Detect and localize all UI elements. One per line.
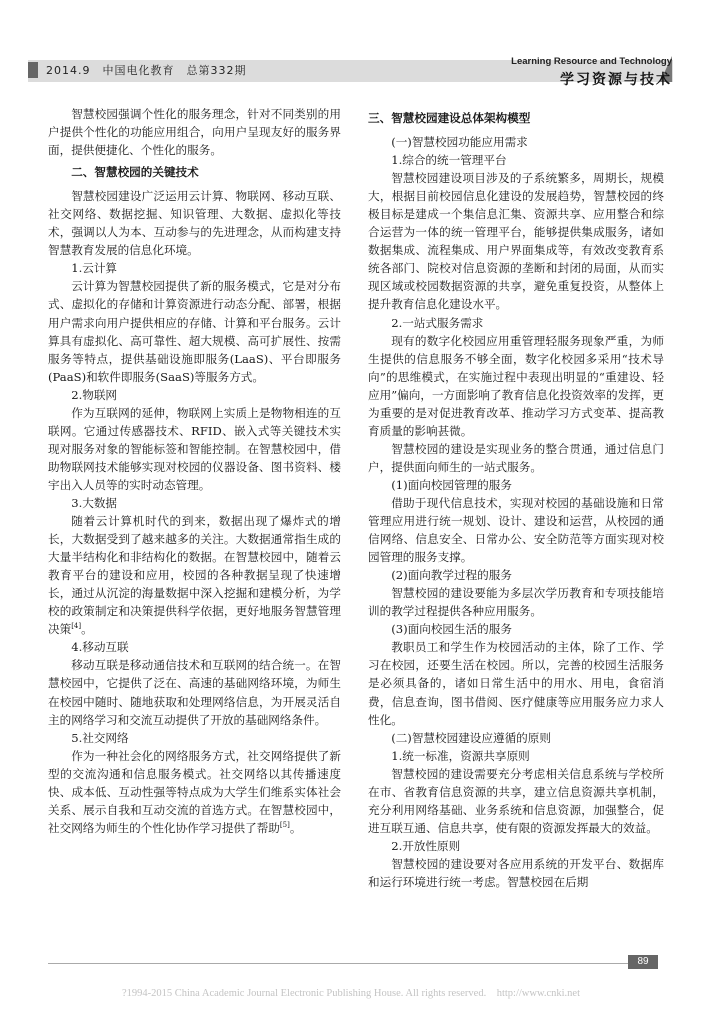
issue-info: 2014.9 中国电化教育 总第332期 [46,64,247,77]
paragraph-text: 随着云计算机时代的到来，数据出现了爆炸式的增长，大数据受到了越来越多的关注。大数据通常指生成的大量半结构化和非结构化的数据。在智慧校园中，随着云教育平台的建设和应用，校园的各种教据呈现了快速增长，通过从沉淀的海量数据中深入挖掘和建模分析，为学校的政策制定和决策提供科学依据，更好地服务智慧管理决策 [48,514,341,637]
subsection-heading-bigdata: 3.大数据 [71,495,118,510]
paragraph-text: 作为一种社会化的网络服务方式，社交网络提供了新型的交流沟通和信息服务模式。社交网络以其传播速度快、成本低、互动性强等特点成为大学生们维系实体社会关系、展示自我和互动交流的首选方式。在智慧校园中，社交网络为师生的个性化协作学习提供了帮助 [48,748,341,835]
journal-name-en: Learning Resource and Technology [511,56,672,67]
paragraph: 智慧校园的建设要能为多层次学历教育和专项技能培训的教学过程提供各种应用服务。 [368,586,664,619]
footer-divider [48,963,648,964]
copyright-watermark: ?1994-2015 China Academic Journal Electronic Publishing House. All rights reserved. http://www.cnki.net [121,988,581,999]
subsection-heading-unified: 1.综合的统一管理平台 [391,153,507,168]
paragraph: 作为互联网的延伸，物联网上实质上是物物相连的互联网。它通过传感器技术、RFID、嵌入式等关键技术实现对服务对象的智能标签和智能控制。在智慧校园中，借助物联网技术能够实现对校园的仪器设备、图书资料、楼宇出入人员等的实时动态管理。 [48,405,341,492]
paragraph: 现有的数字化校园应用重管理轻服务现象严重，为师生提供的信息服务不够全面，数字化校园多采用“技术导向”的思维模式，在实施过程中表现出明显的“重建设、轻应用”偏向，一方面影响了教育信息化投资效率的发挥，更为重要的是对促进教育改革、推动学习方式变革、提高教育质量的影响甚微。 [368,333,664,438]
subsection-heading-social: 5.社交网络 [71,730,129,745]
subsection-heading-requirements: (一)智慧校园功能应用需求 [391,135,528,150]
subsection-heading-onestop: 2.一站式服务需求 [391,315,484,330]
paragraph: 随着云计算机时代的到来，数据出现了爆炸式的增长，大数据受到了越来越多的关注。大数据通常指生成的大量半结构化和非结构化的数据。在智慧校园中，随着云教育平台的建设和应用，校园的各种教据呈现了快速增长，通过从沉淀的海量数据中深入挖掘和建模分析，为学校的政策制定和决策提供科学依据，更好地服务智慧管理决策[4]。 [48,514,341,637]
section-heading-key-tech: 二、智慧校园的关键技术 [71,165,199,180]
left-column [48,105,341,837]
paragraph: 教职员工和学生作为校园活动的主体，除了工作、学习在校园，还要生活在校园。所以，完善的校园生活服务是必须具备的，诸如日常生活中的用水、用电，食宿消费，信息查询，图书借阅、医疗健康等应用服务应力求人性化。 [368,640,664,727]
paragraph: 云计算为智慧校园提供了新的服务模式，它是对分布式、虚拟化的存储和计算资源进行动态分配、部署，根据用户需求向用户提供相应的存储、计算和平台服务。云计算具有虚拟化、高可靠性、超大规模、高可扩展性、按需服务等特点，提供基础设施即服务(LaaS)、平台即服务(PaaS)和软件即服务(SaaS)等服务方式。 [48,279,341,384]
journal-name-cn: 学习资源与技术 [560,72,672,88]
subsection-heading-cloud: 1.云计算 [71,261,118,276]
subsection-heading-mobile: 4.移动互联 [71,640,129,655]
intro-paragraph: 智慧校园强调个性化的服务理念，针对不同类别的用户提供个性化的功能应用组合，向用户呈现友好的服务界面，提供便捷化、个性化的服务。 [48,107,341,158]
subsection-heading-iot: 2.物联网 [71,387,118,402]
section-heading-architecture: 三、智慧校园建设总体架构模型 [368,111,531,125]
header-marker [28,62,38,78]
paragraph: 作为一种社会化的网络服务方式，社交网络提供了新型的交流沟通和信息服务模式。社交网络以其传播速度快、成本低、互动性强等特点成为大学生们维系实体社会关系、展示自我和互动交流的首选方式。在智慧校园中，社交网络为师生的个性化协作学习提供了帮助[5]。 [48,748,341,835]
subsection-heading-life: (3)面向校园生活的服务 [391,622,512,637]
citation-ref: [5] [279,820,290,829]
paragraph: 智慧校园的建设需要充分考虑相关信息系统与学校所在市、省教育信息资源的共享，建立信息资源共享机制，充分利用网络基础、业务系统和信息资源，加强整合，促进互联互通、信息共享，使有限的资源发挥最大的效益。 [368,766,664,835]
subsection-heading-principles: (二)智慧校园建设应遵循的原则 [391,730,551,745]
paragraph: 借助于现代信息技术，实现对校园的基础设施和日常管理应用进行统一规划、设计、建设和运营，从校园的通信网络、信息安全、日常办公、安全防范等方面实现对校园管理的服务支撑。 [368,495,664,565]
paragraph: 智慧校园建设广泛运用云计算、物联网、移动互联、社交网络、数据挖掘、知识管理、大数据、虚拟化等技术，强调以人为本、互动参与的先进理念，从而构建支持智慧教育发展的信息化环境。 [48,189,341,258]
page-header [0,0,702,100]
subsection-heading-open: 2.开放性原则 [391,838,461,853]
paragraph: 智慧校园的建设要对各应用系统的开发平台、数据库和运行环境进行统一考虑。智慧校园在后期 [368,856,664,889]
subsection-heading-management: (1)面向校园管理的服务 [391,477,512,492]
paragraph: 智慧校园建设项目涉及的子系统繁多，周期长，规模大，根据目前校园信息化建设的发展趋势，智慧校园的终极目标是建成一个集信息汇集、资源共享、应用整合和综合运营为一体的统一管理平台，能够提供集成服务，诸如数据集成、流程集成、用户界面集成等，有效改变教育系统各部门、院校对信息资源的垄断和封闭的局面，从而实现区域或校园数据资源的共享，避免重复投资，从整体上提升教育信息化建设水平。 [368,171,664,312]
subsection-heading-teaching: (2)面向教学过程的服务 [391,568,512,583]
citation-ref: [4] [71,622,82,631]
right-column [368,105,664,891]
subsection-heading-standard: 1.统一标准，资源共享原则 [391,748,530,763]
page-number: 89 [628,955,658,969]
paragraph: 移动互联是移动通信技术和互联网的结合统一。在智慧校园中，它提供了泛在、高速的基础网络环境，为师生在校园中随时、随地获取和处理网络信息，为开展灵活自主的网络学习和交流互动提供了开放的基础网络条件。 [48,658,341,727]
paragraph: 智慧校园的建设是实现业务的整合贯通，通过信息门户，提供面向师生的一站式服务。 [368,441,664,474]
